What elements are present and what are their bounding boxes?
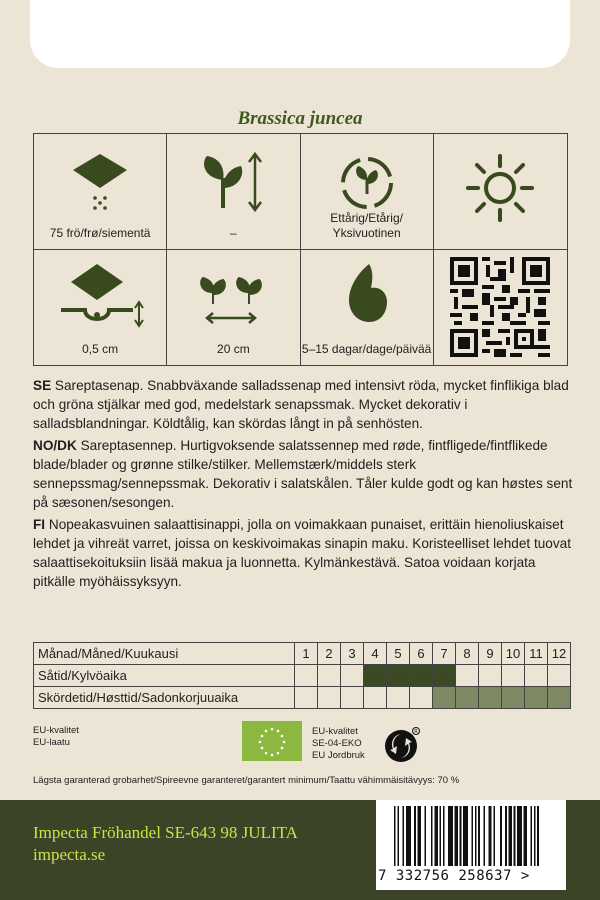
germination-caption: 5–15 dagar/dage/päivää (301, 342, 432, 356)
sow-cell (433, 665, 456, 687)
cell-germination (301, 250, 434, 366)
sowing-label: Såtid/Kylvöaika (34, 665, 295, 687)
cell-qr (434, 250, 567, 366)
month-label: 2 (318, 643, 341, 665)
sow-cell (387, 665, 410, 687)
sow-cell (295, 665, 318, 687)
company-website[interactable]: impecta.se (33, 845, 106, 864)
lang-code-fi: FI (33, 517, 46, 532)
svg-text:R: R (414, 729, 418, 735)
month-label: 3 (341, 643, 364, 665)
annual-caption: Ettårig/Etårig/ Yksivuotinen (330, 210, 403, 240)
month-label: 5 (387, 643, 410, 665)
month-label: 7 (433, 643, 456, 665)
harvest-cell (341, 687, 364, 709)
harvest-cell (548, 687, 571, 709)
month-label: 10 (502, 643, 525, 665)
harvest-label: Skördetid/Høsttid/Sadonkorjuuaika (34, 687, 295, 709)
month-label: 1 (295, 643, 318, 665)
harvest-cell (456, 687, 479, 709)
cell-sowing-depth (34, 250, 167, 366)
eu-quality-sv: EU-kvalitet (33, 725, 79, 736)
harvest-row (34, 687, 571, 709)
sow-cell (364, 665, 387, 687)
harvest-cell (525, 687, 548, 709)
harvest-cell (410, 687, 433, 709)
eu-organic-leaf-logo (242, 721, 302, 761)
harvest-cell (479, 687, 502, 709)
qr-code-icon[interactable] (450, 257, 550, 357)
eu-agriculture: EU Jordbruk (312, 750, 365, 761)
packet-top-cutout (30, 0, 570, 68)
plant-spacing-icon (193, 270, 273, 330)
harvest-cell (502, 687, 525, 709)
germination-guarantee: Lägsta garanterad grobarhet/Spireevne garanteret/garantert minimum/Taattu vähimmäisitävyys: 70 % (33, 775, 460, 786)
germination-icon (337, 260, 397, 326)
harvest-cell (387, 687, 410, 709)
sowing-row (34, 665, 571, 687)
company-address: Impecta Fröhandel SE-643 98 JULITA (33, 823, 298, 842)
sow-cell (548, 665, 571, 687)
growing-calendar (33, 642, 571, 709)
month-label: 8 (456, 643, 479, 665)
month-label: 12 (548, 643, 571, 665)
text-fi: Nopeakasvuinen salaattisinappi, jolla on voimakkaan punaiset, erittäin hienoliuskaiset lehdet ja vihreät varret, joissa on keskivoimakas sinapin maku. Koristeelliset lehdet tuovat salaattisekoituksiin lisää makua ja luonnetta. Kylmänkestävä. Satoa voidaan korjata pitkälle myöhäissyksyyn. (33, 517, 571, 589)
icon-grid (33, 133, 568, 366)
sow-cell (341, 665, 364, 687)
text-se: Sareptasenap. Snabbväxande salladssenap med intensivt röda, mycket finflikiga blad och gröna stjälkar med god, medelstark senapssmak. Mycket dekorativ i salladsblandningar. Köldtålig, kan skördas långt in på senhösten. (33, 378, 569, 431)
plant-height-icon (193, 148, 273, 218)
sowing-depth-icon (55, 260, 145, 332)
eu-quality-right-1: EU-kvalitet (312, 726, 358, 737)
cell-seed-count (34, 134, 167, 250)
annual-cycle-icon (332, 148, 402, 218)
paragraph-nodk (33, 436, 573, 512)
barcode-number: 7 332756 258637 > (378, 868, 530, 884)
cell-plant-height (167, 134, 300, 250)
barcode-bars (394, 806, 554, 866)
cell-spacing (167, 250, 300, 366)
seed-packet-icon (65, 148, 135, 218)
paragraph-fi (33, 515, 573, 591)
eu-code: SE-04-EKO (312, 738, 362, 749)
text-nodk: Sareptasennep. Hurtigvoksende salatssennep med røde, fintfligede/fintflikede blade/blader og grønne stilke/stilker. Mellemstærk/middels sterk sennepssmag/sennepssmak. Dekorativ i salatskålen. Tåler kulde godt og kan høstes sent på sæsonen/sesongen. (33, 438, 573, 510)
sow-cell (479, 665, 502, 687)
month-label: 6 (410, 643, 433, 665)
harvest-cell (364, 687, 387, 709)
harvest-cell (318, 687, 341, 709)
harvest-cell (295, 687, 318, 709)
eu-quality-fi: EU-laatu (33, 737, 70, 748)
month-label: 4 (364, 643, 387, 665)
eu-quality-right (312, 726, 365, 762)
month-label: 11 (525, 643, 548, 665)
calendar-header-row (34, 643, 571, 665)
sow-cell (456, 665, 479, 687)
cell-sun (434, 134, 567, 250)
sow-cell (318, 665, 341, 687)
month-label: 9 (479, 643, 502, 665)
plant-height-caption: – (230, 225, 237, 240)
green-dot-recycling-icon (383, 726, 421, 764)
sun-icon (460, 148, 540, 228)
spacing-caption: 20 cm (217, 342, 250, 356)
harvest-cell (433, 687, 456, 709)
lang-code-nodk: NO/DK (33, 438, 77, 453)
sow-cell (525, 665, 548, 687)
sow-cell (410, 665, 433, 687)
paragraph-se (33, 376, 573, 433)
eu-quality-left (33, 725, 79, 749)
latin-name: Brassica juncea (237, 108, 363, 129)
sowing-depth-caption: 0,5 cm (82, 342, 119, 356)
calendar-header-label: Månad/Måned/Kuukausi (34, 643, 295, 665)
sow-cell (502, 665, 525, 687)
description-text (33, 376, 573, 594)
seed-count-caption: 75 frö/frø/siementä (49, 225, 151, 240)
lang-code-se: SE (33, 378, 52, 393)
cell-annual (301, 134, 434, 250)
